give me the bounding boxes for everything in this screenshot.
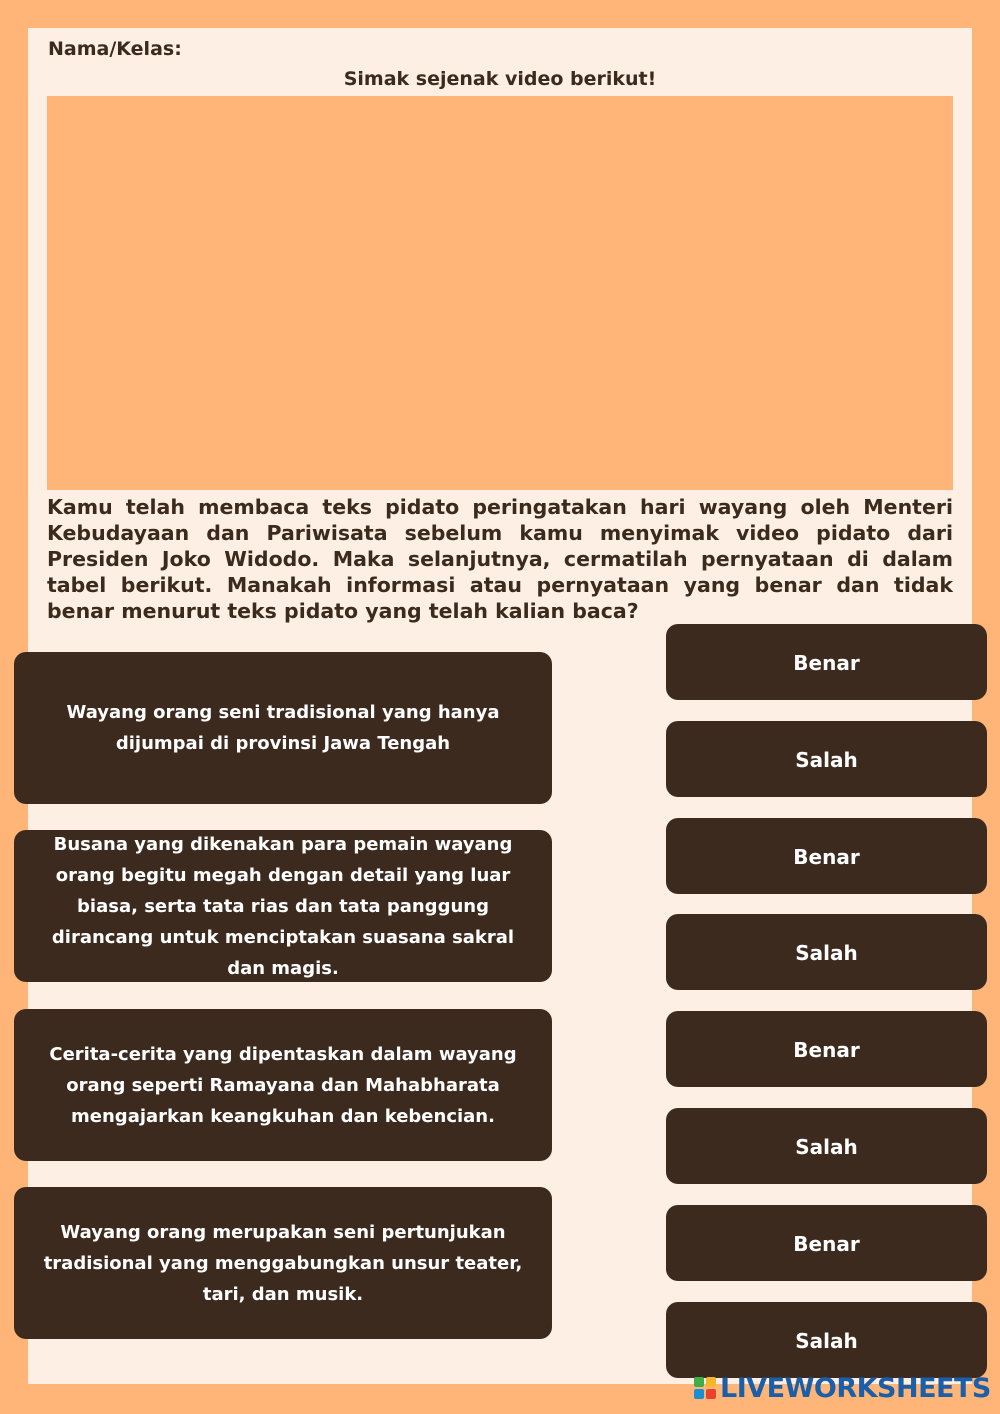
video-placeholder[interactable]	[47, 96, 953, 490]
statement-text: Cerita-cerita yang dipentaskan dalam wayang orang seperti Ramayana dan Mahabharata mengajarkan keangkuhan dan kebencian.	[49, 1043, 517, 1127]
liveworksheets-logo[interactable]	[694, 1372, 991, 1404]
logo-mark-icon	[694, 1377, 716, 1399]
video-instruction: Simak sejenak video berikut!	[343, 68, 657, 90]
statement-card-2	[14, 830, 552, 982]
answer-salah-button-4[interactable]: Salah	[666, 1302, 987, 1378]
answer-benar-button-3[interactable]: Benar	[666, 1011, 987, 1087]
statement-text: Wayang orang seni tradisional yang hanya dijumpai di provinsi Jawa Tengah	[66, 702, 500, 754]
answer-benar-button-2[interactable]: Benar	[666, 818, 987, 894]
answer-salah-button-1[interactable]: Salah	[666, 721, 987, 797]
statement-text: Busana yang dikenakan para pemain wayang orang begitu megah dengan detail yang luar biasa, serta tata rias dan tata panggung dirancang untuk menciptakan suasana sakral dan magis.	[51, 833, 515, 979]
statement-text: Wayang orang merupakan seni pertunjukan tradisional yang menggabungkan unsur teater, tari, dan musik.	[43, 1221, 523, 1305]
logo-text: LIVEWORKSHEETS	[720, 1372, 991, 1404]
answer-salah-button-2[interactable]: Salah	[666, 914, 987, 990]
statement-card-4	[14, 1187, 552, 1339]
answer-benar-button-1[interactable]: Benar	[666, 624, 987, 700]
name-class-label: Nama/Kelas:	[48, 38, 182, 60]
intro-paragraph: Kamu telah membaca teks pidato peringatakan hari wayang oleh Menteri Kebudayaan dan Pariwisata sebelum kamu menyimak video pidato dari Presiden Joko Widodo. Maka selanjutnya, cermatilah pernyataan di dalam tabel berikut. Manakah informasi atau pernyataan yang benar dan tidak benar menurut teks pidato yang telah kalian baca?	[47, 495, 953, 623]
answer-benar-button-4[interactable]: Benar	[666, 1205, 987, 1281]
answer-salah-button-3[interactable]: Salah	[666, 1108, 987, 1184]
statement-card-3	[14, 1009, 552, 1161]
statement-card-1	[14, 652, 552, 804]
